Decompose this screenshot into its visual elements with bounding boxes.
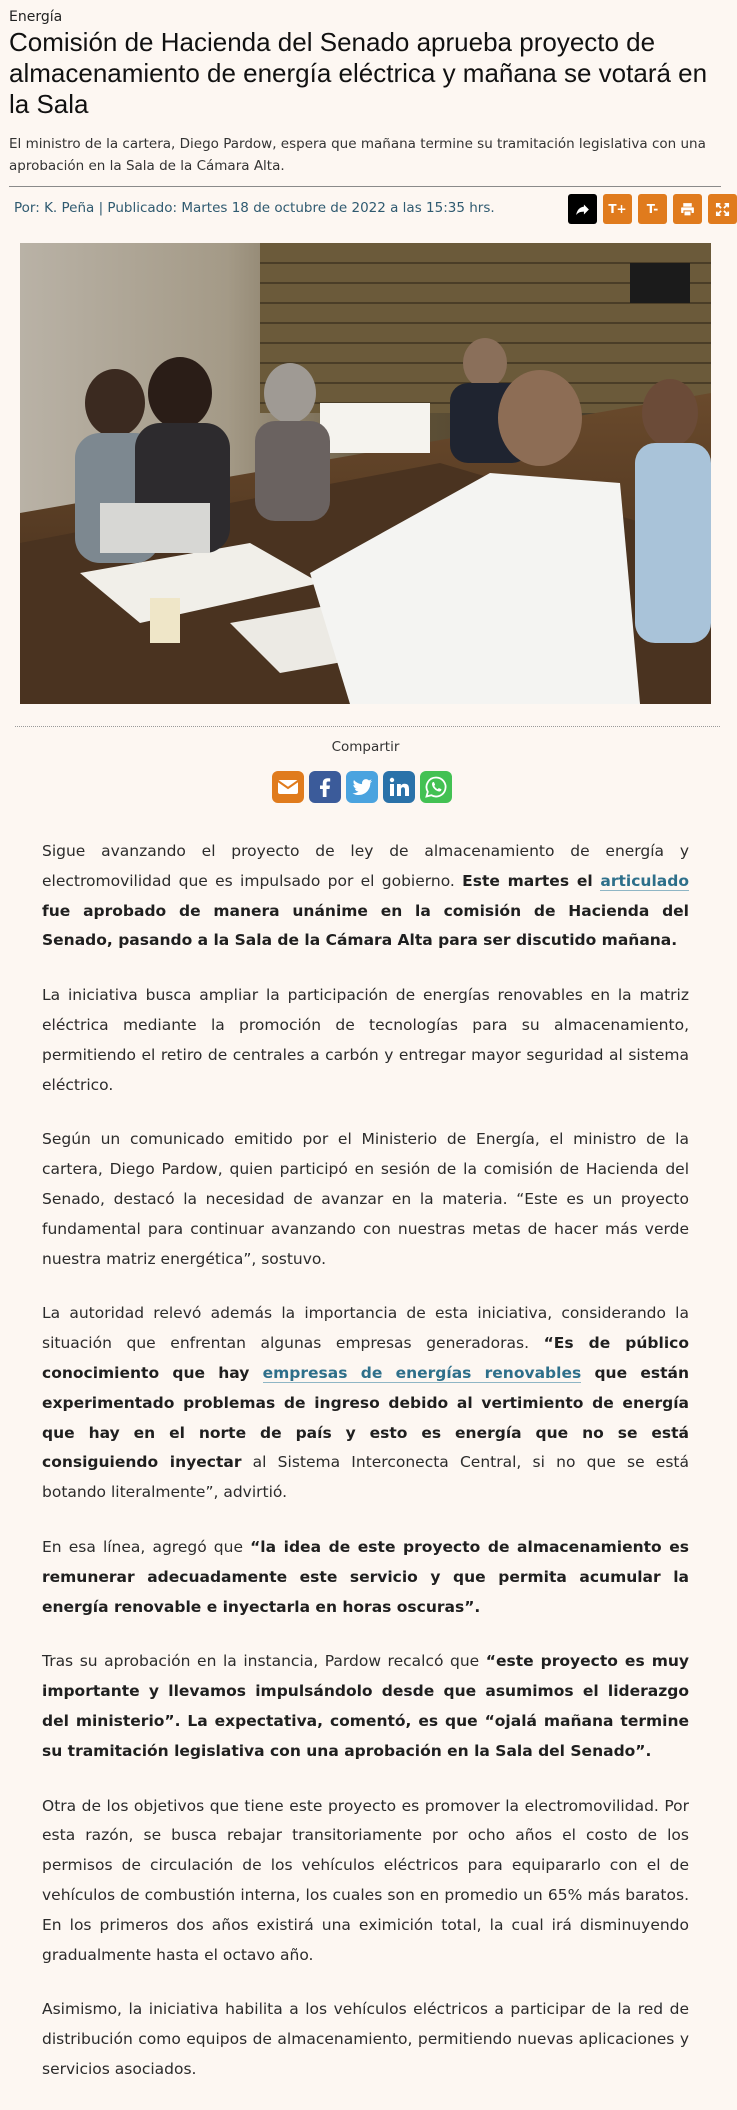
text-span: al Sistema Interconecta Central, si no que se está botando literalmente”, advirtió. [42,1453,689,1502]
share-facebook-button[interactable] [309,771,341,803]
article-lead: El ministro de la cartera, Diego Pardow, espera que mañana termine su tramitación legislativa con una aprobación en la Sala de la Cámara Alta. [9,136,706,174]
text-span: Este martes el [462,871,601,890]
articulado-link[interactable]: articulado [600,871,689,890]
text-span: En esa línea, agregó que [42,1537,251,1556]
share-linkedin-button[interactable] [383,771,415,803]
fullscreen-button[interactable] [708,194,737,224]
share-buttons [272,771,452,803]
text-span: Tras su aprobación en la instancia, Pardow recalcó que [42,1652,486,1671]
whatsapp-icon [424,775,448,799]
text-span: fue aprobado de manera unánime en la comisión de Hacienda del Senado, pasando a la Sala de la Cámara Alta para ser discutido mañana. [42,901,689,950]
share-arrow-button[interactable] [568,194,597,224]
share-arrow-icon [574,201,591,218]
article-paragraph [42,1299,689,1508]
category-label[interactable]: Energía [9,9,63,25]
divider-dotted [15,726,720,727]
energias-renovables-link[interactable]: empresas de energías renovables [262,1363,582,1382]
article-paragraph: Otra de los objetivos que tiene este proyecto es promover la electromovilidad. Por esta razón, se busca rebajar transitoriamente por ocho años el costo de los permisos de circulación de los vehículos eléctricos para equipararlo con el de vehículos de combustión interna, los cuales son en promedio un 65% más baratos. En los primeros dos años existirá una eximición total, la cual irá disminuyendo gradualmente hasta el octavo año. [42,1796,689,1964]
article-paragraph [42,1647,689,1766]
article-paragraph: La iniciativa busca ampliar la participación de energías renovables en la matriz eléctrica mediante la promoción de tecnologías para su almacenamiento, permitiendo el retiro de centrales a carbón y entregar mayor seguridad al sistema eléctrico. [42,986,689,1094]
text-span: Sigue avanzando el proyecto de ley de almacenamiento de energía y electromovilidad que es impulsado por el gobierno. [42,842,689,890]
bold-span: “este proyecto es muy importante y llevamos impulsándolo desde que asumimos el liderazgo del ministerio”. La expectativa, comentó, es que “ojalá mañana termine su tramitación legislativa con una aprobación en la Sala del Senado”. [42,1652,689,1760]
font-smaller-button[interactable]: T- [638,194,667,224]
share-label: Compartir [331,739,400,755]
font-bigger-button[interactable]: T+ [603,194,632,224]
mail-icon [276,775,300,799]
twitter-icon [350,775,374,799]
article-paragraph: Asimismo, la iniciativa habilita a los vehículos eléctricos a participar de la red de distribución como equipos de almacenamiento, permitiendo nuevas aplicaciones y servicios asociados. [42,2000,689,2078]
print-button[interactable] [673,194,702,224]
article-body [42,837,689,2110]
meeting-photo [20,243,711,704]
article-photo [20,243,711,704]
bold-span: “la idea de este proyecto de almacenamiento es remunerar adecuadamente este servicio y que permita acumular la energía renovable e inyectarla en horas oscuras”. [42,1537,690,1616]
bold-span [42,1334,689,1471]
facebook-icon [313,775,337,799]
article-paragraph [42,837,689,956]
linkedin-icon [387,775,411,799]
article-headline: Comisión de Hacienda del Senado aprueba proyecto de almacenamiento de energía eléctrica y mañana se votará en la Sala [9,27,708,119]
share-whatsapp-button[interactable] [420,771,452,803]
fullscreen-icon [714,201,731,218]
article-paragraph: Según un comunicado emitido por el Ministerio de Energía, el ministro de la cartera, Diego Pardow, quien participó en sesión de la comisión de Hacienda del Senado, destacó la necesidad de avanzar en la materia. “Este es un proyecto fundamental para continuar avanzando con nuestras metas de hacer más verde nuestra matriz energética”, sostuvo. [42,1130,689,1268]
article-toolbar [568,194,737,224]
share-twitter-button[interactable] [346,771,378,803]
article-paragraph [42,1533,689,1622]
share-mail-button[interactable] [272,771,304,803]
printer-icon [679,201,696,218]
text-span: “Es de público conocimiento que hay [42,1334,689,1382]
text-span: La autoridad relevó además la importancia de esta iniciativa, considerando la situación que enfrentan algunas empresas generadoras. [42,1304,689,1353]
article-byline: Por: K. Peña | Publicado: Martes 18 de octubre de 2022 a las 15:35 hrs. [14,200,495,216]
divider [9,186,721,187]
text-span: que están experimentado problemas de ingreso debido al vertimiento de energía que hay en el norte de país y esto es energía que no se está consiguiendo inyectar [42,1363,690,1472]
